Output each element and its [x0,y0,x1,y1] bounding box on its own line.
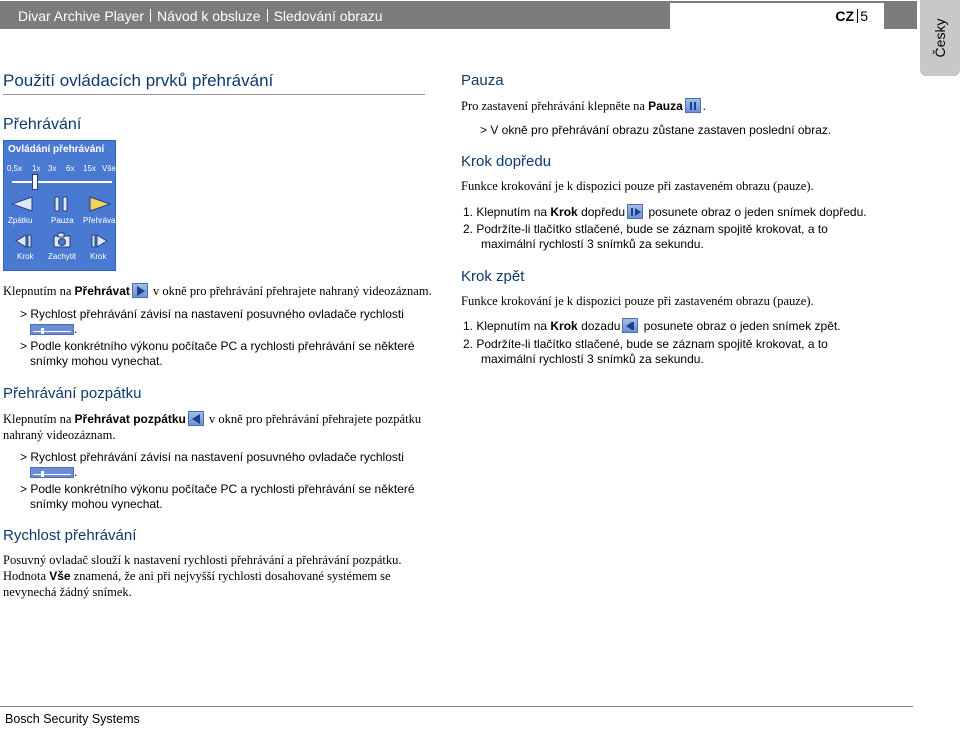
pause-icon[interactable] [53,196,69,212]
reverse-play-icon [188,411,204,426]
reverse-bullet-1: > Rychlost přehrávání závisí na nastavení posuvného ovladače rychlosti [20,450,404,464]
step-back-item-1 [463,318,841,334]
step-forward-item-2-cont: maximální rychlostí 3 snímků za sekundu. [481,237,704,251]
text: Klepnutím na [3,412,75,426]
reverse-play-icon[interactable] [11,196,33,212]
speed-slider-icon [30,324,74,335]
language-side-tab-label: Česky [932,18,948,58]
header-title [18,8,383,24]
header-title-part: Divar Archive Player [18,8,145,24]
speed-label: 0,5x [7,164,23,173]
playback-bullet-2: > Podle konkrétního výkonu počítače PC a rychlosti přehrávání se některé [20,339,415,353]
speed-label: 6x [66,164,75,173]
step-back-item-2-cont: maximální rychlostí 3 snímků za sekundu. [481,352,704,366]
speed-paragraph-line-1: Posuvný ovladač slouží k nastavení rychlosti přehrávání a přehrávání pozpátku. [3,553,402,567]
play-icon [132,283,148,298]
text: . [74,465,78,479]
reverse-paragraph [3,411,421,427]
header-title-part: Návod k obsluze [157,8,261,24]
speed-label: 3x [48,164,57,173]
panel-title: Ovládání přehrávání [8,144,105,155]
step-back-heading: Krok zpět [461,268,525,285]
text: znamená, že ani při nejvyšší rychlosti dosahované systémem se [70,569,391,583]
text: v okně pro přehrávání přehrajete pozpátku [205,412,422,426]
header-page-number: 5 [860,8,868,24]
reverse-bullet-1-cont [30,465,77,480]
speed-slider-thumb[interactable] [32,174,38,190]
play-icon[interactable] [89,196,111,212]
main-heading: Použití ovládacích prvků přehrávání [3,71,274,90]
language-side-tab [920,0,960,76]
reverse-paragraph-cont: nahraný videozáznam. [3,428,116,442]
speed-label: 15x [83,164,96,173]
header-page-box [670,3,884,29]
step-back-icon[interactable] [14,233,34,249]
speed-label: Vše [102,164,116,173]
text: posunete obraz o jeden snímek zpět. [640,319,841,333]
bold-term: Vše [49,569,71,583]
pause-paragraph [461,98,706,114]
btn-label-play: Přehrávat [83,216,118,225]
btn-label-capture: Zachytit [48,252,77,261]
bold-term: Přehrávat pozpátku [74,412,186,426]
step-forward-item-1 [463,204,867,220]
speed-heading: Rychlost přehrávání [3,527,137,544]
step-forward-icon[interactable] [89,233,109,249]
header-language: CZ [835,8,854,24]
text: posunete obraz o jeden snímek dopředu. [645,205,867,219]
step-forward-item-2: 2. Podržíte-li tlačítko stlačené, bude se záznam spojitě krokovat, a to [463,222,828,236]
bold-term: Krok [550,205,578,219]
btn-label-pause: Pauza [51,216,74,225]
reverse-bullet-2-cont: snímky mohou vynechat. [30,497,163,511]
text: . [74,322,78,336]
text: v okně pro přehrávání přehrajete nahraný videozáznam. [149,284,432,298]
playback-paragraph [3,283,432,299]
text: dopředu [577,205,626,219]
footer-rule [0,706,913,707]
btn-label-reverse: Zpátku [8,216,33,225]
text: 1. Klepnutím na [463,205,551,219]
bold-term: Pauza [648,99,683,113]
header-separator [267,9,268,22]
text: Hodnota [3,569,50,583]
header-page-separator [857,9,858,23]
playback-bullet-1-cont [30,322,77,337]
text: 1. Klepnutím na [463,319,551,333]
speed-paragraph-line-2 [3,568,391,584]
speed-paragraph-line-3: nevynechá žádný snímek. [3,585,132,599]
pause-icon [685,98,701,113]
step-back-item-2: 2. Podržíte-li tlačítko stlačené, bude se záznam spojitě krokovat, a to [463,337,828,351]
step-forward-heading: Krok dopředu [461,153,552,170]
btn-label-step-forward: Krok [90,252,107,261]
reverse-bullet-2: > Podle konkrétního výkonu počítače PC a rychlosti přehrávání se některé [20,482,415,496]
header-separator [150,9,151,22]
text: Klepnutím na [3,284,75,298]
pause-bullet-1: > V okně pro přehrávání obrazu zůstane zastaven poslední obraz. [480,123,832,137]
bold-term: Krok [550,319,578,333]
step-forward-paragraph: Funkce krokování je k dispozici pouze při zastaveném obrazu (pauze). [461,179,814,193]
header-title-part: Sledování obrazu [273,8,383,24]
step-back-paragraph: Funkce krokování je k dispozici pouze při zastaveném obrazu (pauze). [461,294,814,308]
playback-bullet-1: > Rychlost přehrávání závisí na nastavení posuvného ovladače rychlosti [20,307,404,321]
pause-heading: Pauza [461,72,504,89]
footer-company: Bosch Security Systems [5,712,140,726]
text: . [702,99,706,113]
text: Pro zastavení přehrávání klepněte na [461,99,649,113]
speed-label: 1x [32,164,41,173]
btn-label-step-back: Krok [17,252,34,261]
capture-camera-icon[interactable] [52,232,72,249]
playback-control-panel [3,140,116,271]
playback-heading: Přehrávání [3,116,82,133]
reverse-heading: Přehrávání pozpátku [3,385,142,402]
bold-term: Přehrávat [74,284,130,298]
step-back-icon [622,318,638,333]
speed-slider-icon [30,467,74,478]
header-bar [0,1,917,29]
step-forward-icon [627,204,643,219]
text: dozadu [577,319,621,333]
heading-rule [3,94,425,95]
speed-slider-track[interactable] [12,181,112,183]
playback-bullet-2-cont: snímky mohou vynechat. [30,354,163,368]
